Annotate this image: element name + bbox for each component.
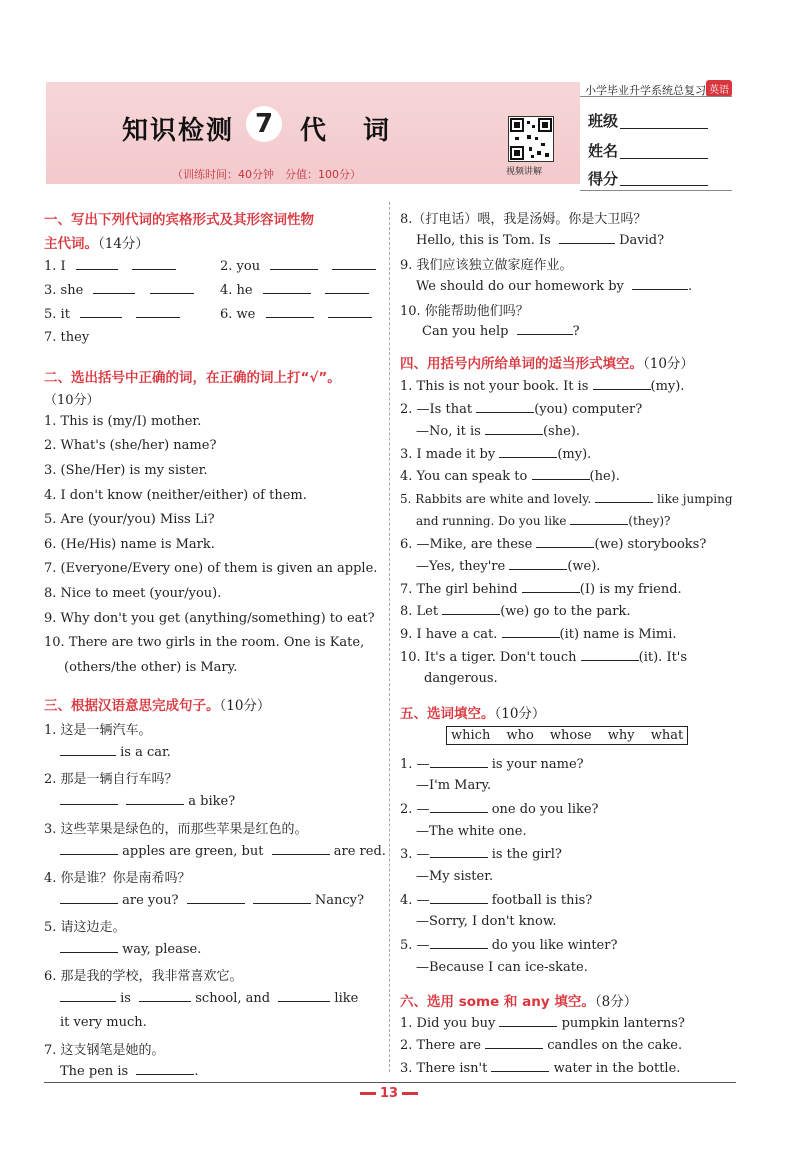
name-field[interactable] [620,158,708,159]
dialog-reply: —The white one. [416,824,527,839]
section-5-title: 五、选词填空。（10分） [400,706,546,722]
pronoun-item: 7. they [44,330,90,345]
choice-item: 3. (She/Her) is my sister. [44,463,208,478]
translate-prompt: 9. 我们应该独立做家庭作业。 [400,258,573,273]
choice-item: 8. Nice to meet (your/you). [44,586,222,601]
some-any-item: 3. There isn't water in the bottle. [400,1061,681,1076]
translate-answer: are you? Nancy? [60,892,364,908]
some-any-item: 2. There are candles on the cake. [400,1038,683,1053]
translate-answer: Can you help ? [422,324,580,339]
section-4-title: 四、用括号内所给单词的适当形式填空。（10分） [400,356,694,372]
choice-item-cont: (others/the other) is Mary. [64,660,238,675]
translate-answer: way, please. [60,941,201,957]
title-number: 7 [246,106,282,142]
dialog-reply: —Because I can ice-skate. [416,960,588,975]
translate-prompt: 4. 你是谁？你是南希吗？ [44,871,191,886]
pronoun-item: 1. I [44,258,176,274]
form-item: 2. —Is that (you) computer? [400,402,643,417]
some-any-item: 1. Did you buy pumpkin lanterns? [400,1016,685,1031]
dialog-item: 1. — is your name? [400,757,584,772]
series-title: 小学毕业升学系统总复习 [585,84,706,97]
pronoun-item: 2. you [220,258,376,274]
translate-answer: apples are green, but are red. [60,843,386,859]
dialog-item: 4. — football is this? [400,893,593,908]
translate-prompt: 1. 这是一辆汽车。 [44,723,152,738]
translate-prompt: 2. 那是一辆自行车吗？ [44,772,178,787]
choice-item: 9. Why don't you get (anything/something) to eat? [44,611,375,626]
qr-code-icon[interactable] [508,116,554,162]
choice-item: 6. (He/His) name is Mark. [44,537,215,552]
training-info: （训练时间：40分钟 分值：100分） [172,168,361,181]
pronoun-item: 4. he [220,282,369,298]
translate-answer: Hello, this is Tom. Is David? [416,233,665,248]
form-item: 8. Let (we) go to the park. [400,604,631,619]
section-3-title: 三、根据汉语意思完成句子。（10分） [44,698,271,714]
choice-item: 10. There are two girls in the room. One is Kate, [44,635,365,650]
section-2-points: （10分） [44,393,100,408]
choice-item: 7. (Everyone/Every one) of them is given an apple. [44,561,378,576]
translate-prompt: 3. 这些苹果是绿色的，而那些苹果是红色的。 [44,822,308,837]
translate-prompt: 7. 这支钢笔是她的。 [44,1043,165,1058]
translate-prompt: 5. 请这边走。 [44,920,126,935]
form-item-cont: dangerous. [424,671,498,686]
translate-answer: is school, and like [60,990,358,1006]
form-item-cont: and running. Do you like (they)? [416,514,671,528]
section-2-title: 二、选出括号中正确的词，在正确的词上打“√”。 [44,370,341,386]
pronoun-item: 3. she [44,282,194,298]
translate-prompt: 8.（打电话）喂，我是汤姆。你是大卫吗？ [400,212,647,227]
form-item: 5. Rabbits are white and lovely. like jumping [400,492,733,506]
column-divider [389,202,390,1072]
translate-answer: We should do our homework by . [416,279,693,294]
translate-prompt: 6. 那是我的学校，我非常喜欢它。 [44,969,243,984]
form-item: 7. The girl behind (I) is my friend. [400,582,682,597]
section-6-title: 六、选用 some 和 any 填空。（8分） [400,994,638,1010]
form-item: 6. —Mike, are these (we) storybooks? [400,537,707,552]
score-label: 得分 [588,170,619,188]
section-1-title: 一、写出下列代词的宾格形式及其形容词性物 [44,212,314,228]
dialog-reply: —Sorry, I don't know. [416,914,557,929]
pronoun-item: 6. we [220,306,372,322]
translate-answer: The pen is . [60,1064,199,1079]
translate-prompt: 10. 你能帮助他们吗？ [400,304,529,319]
class-field[interactable] [620,128,708,129]
dialog-item: 3. — is the girl? [400,847,562,862]
translate-answer: a bike? [60,793,235,809]
page-number: 13 [356,1086,422,1101]
choice-item: 5. Are (your/you) Miss Li? [44,512,215,527]
qr-label: 视频讲解 [506,167,543,177]
form-item: —No, it is (she). [416,424,580,439]
score-field[interactable] [620,185,708,186]
footer-divider [44,1082,736,1083]
header-divider [580,190,732,191]
dialog-reply: —I'm Mary. [416,778,492,793]
section-1-title-cont: 主代词。（14分） [44,236,149,252]
pronoun-item: 5. it [44,306,180,322]
word-bank: which who whose why what [446,726,688,745]
choice-item: 2. What's (she/her) name? [44,438,217,453]
title-main: 知识检测 [122,116,235,146]
form-item: 3. I made it by (my). [400,447,592,462]
form-item: 9. I have a cat. (it) name is Mimi. [400,627,677,642]
subject-badge: 英语 [706,80,732,97]
dialog-reply: —My sister. [416,869,494,884]
name-label: 姓名 [588,142,619,160]
translate-answer-cont: it very much. [60,1015,147,1030]
dialog-item: 5. — do you like winter? [400,938,618,953]
class-label: 班级 [588,112,619,130]
choice-item: 1. This is (my/I) mother. [44,414,202,429]
header-divider [580,96,732,97]
translate-answer: is a car. [60,744,171,760]
form-item: 1. This is not your book. It is (my). [400,379,685,394]
form-item: 4. You can speak to (he). [400,469,620,484]
form-item: 10. It's a tiger. Don't touch (it). It's [400,650,688,665]
form-item: —Yes, they're (we). [416,559,601,574]
dialog-item: 2. — one do you like? [400,802,599,817]
choice-item: 4. I don't know (neither/either) of them. [44,488,307,503]
title-topic: 代 词 [300,116,404,146]
